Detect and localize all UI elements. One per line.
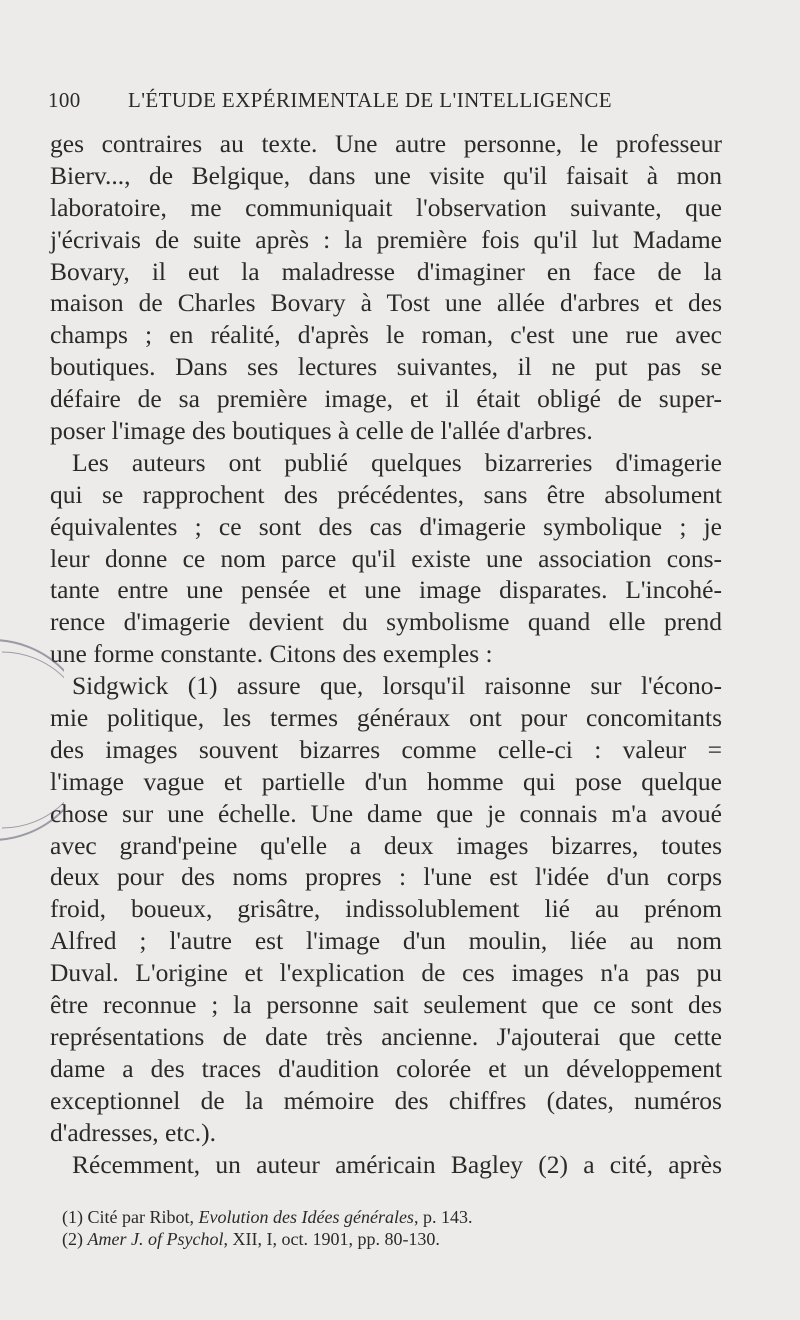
text-line: des images souvent bizarres comme celle-ci : valeur = — [50, 734, 722, 764]
text-line: deux pour des noms propres : l'une est l'idée d'un corps — [50, 862, 722, 892]
library-stamp — [0, 630, 64, 850]
text-line: maison de Charles Bovary à Tost une allée d'arbres et des — [50, 288, 722, 318]
footnote-1 — [62, 1206, 622, 1228]
footnote-title: Evolution des Idées générales — [198, 1207, 414, 1227]
text-line: représentations de date très ancienne. J'ajouterai que cette — [50, 1021, 722, 1051]
text-line: l'image vague et partielle d'un homme qui pose quelque — [50, 766, 722, 796]
text-line: j'écrivais de suite après : la première fois qu'il lut Madame — [50, 224, 722, 254]
text-line: défaire de sa première image, et il était obligé de super- — [50, 384, 722, 414]
text-line: Bierv..., de Belgique, dans une visite qu'il faisait à mon — [50, 160, 722, 190]
footnotes — [62, 1206, 622, 1250]
footnote-text: , p. 143. — [413, 1207, 473, 1227]
running-title: L'ÉTUDE EXPÉRIMENTALE DE L'INTELLIGENCE — [128, 88, 612, 112]
footnote-mark: (1) — [62, 1207, 83, 1227]
text-line: exceptionnel de la mémoire des chiffres (dates, numéros — [50, 1085, 722, 1115]
text-line: froid, boueux, grisâtre, indissolublement lié au prénom — [50, 894, 722, 924]
footnote-text: Cité par Ribot, — [87, 1207, 199, 1227]
text-line: leur donne ce nom parce qu'il existe une association cons- — [50, 543, 722, 573]
text-line: Bovary, il eut la maladresse d'imaginer en face de la — [50, 256, 722, 286]
footnote-2 — [62, 1228, 622, 1250]
text-line: une forme constante. Citons des exemples : — [50, 639, 493, 669]
footnote-title: Amer J. of Psychol — [87, 1229, 224, 1249]
text-line: Récemment, un auteur américain Bagley (2) a cité, après — [72, 1149, 722, 1179]
running-header — [48, 88, 648, 113]
text-line: chose sur une échelle. Une dame que je connais m'a avoué — [50, 798, 722, 828]
text-line: Duval. L'origine et l'explication de ces images n'a pas pu — [50, 958, 722, 988]
footnote-text: , XII, I, oct. 1901, pp. 80-130. — [223, 1229, 440, 1249]
text-line: ges contraires au texte. Une autre personne, le professeur — [50, 129, 722, 158]
text-line: Sidgwick (1) assure que, lorsqu'il raisonne sur l'écono- — [72, 671, 722, 701]
text-line: poser l'image des boutiques à celle de l'allée d'arbres. — [50, 416, 593, 446]
text-line: qui se rapprochent des précédentes, sans être absolument — [50, 479, 722, 509]
text-line: mie politique, les termes généraux ont pour concomitants — [50, 703, 722, 733]
text-line: champs ; en réalité, d'après le roman, c'est une rue avec — [50, 320, 722, 350]
text-line: équivalentes ; ce sont des cas d'imagerie symbolique ; je — [50, 511, 722, 541]
text-line: boutiques. Dans ses lectures suivantes, il ne put pas se — [50, 352, 722, 382]
text-line: rence d'imagerie devient du symbolisme quand elle prend — [50, 607, 722, 637]
text-line: laboratoire, me communiquait l'observation suivante, que — [50, 192, 722, 222]
body-text — [50, 128, 722, 1180]
footnote-mark: (2) — [62, 1229, 83, 1249]
text-line: être reconnue ; la personne sait seulement que ce sont des — [50, 990, 722, 1020]
page-number: 100 — [48, 88, 81, 112]
text-line: tante entre une pensée et une image disparates. L'incohé- — [50, 575, 722, 605]
text-line: Alfred ; l'autre est l'image d'un moulin, liée au nom — [50, 926, 722, 956]
text-line: d'adresses, etc.). — [50, 1117, 217, 1147]
text-line: avec grand'peine qu'elle a deux images bizarres, toutes — [50, 830, 722, 860]
text-line: Les auteurs ont publié quelques bizarreries d'imagerie — [72, 447, 722, 477]
text-line: dame a des traces d'audition colorée et un développement — [50, 1053, 722, 1083]
